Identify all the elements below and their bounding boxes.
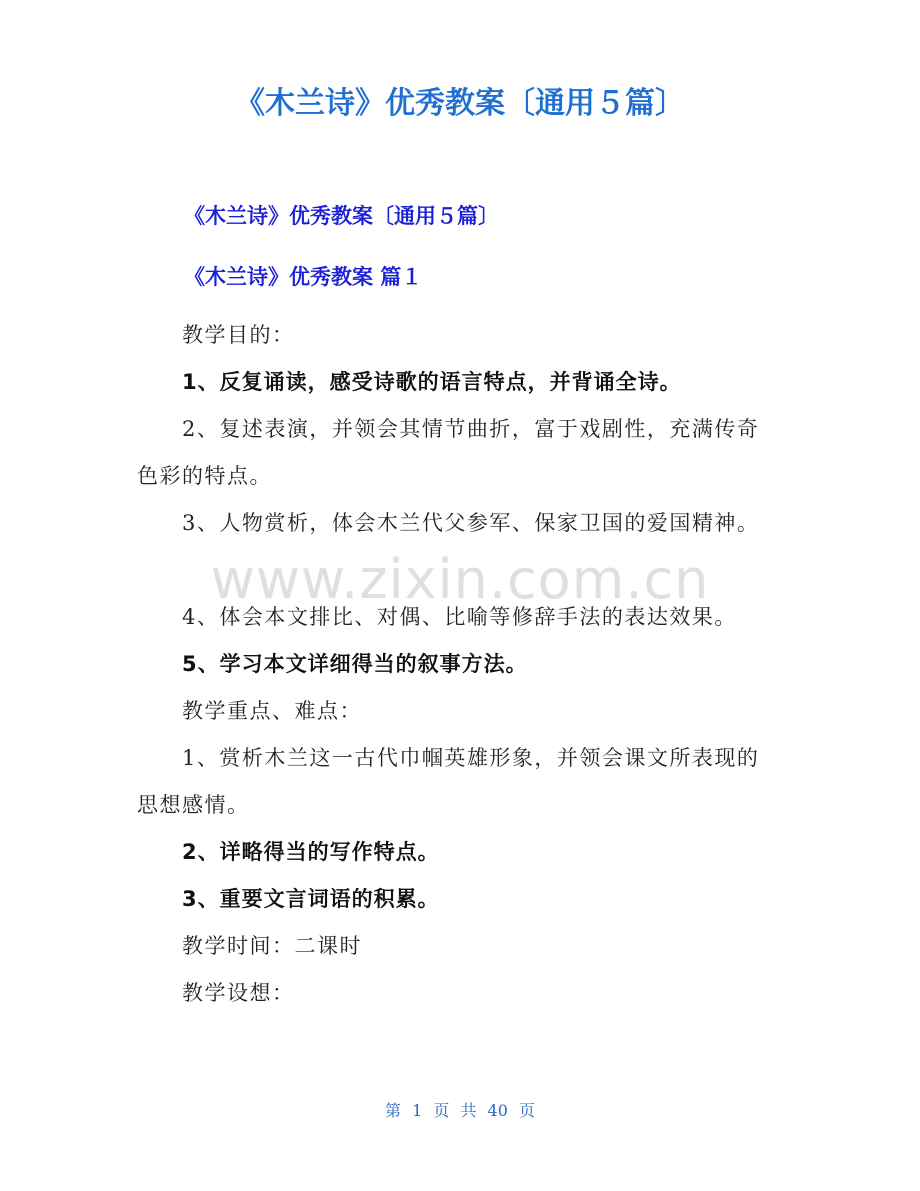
paragraph-goal-2: 2、复述表演，并领会其情节曲折，富于戏剧性，充满传奇色彩的特点。 (137, 417, 760, 488)
paragraph-key-point-3: 3、重要文言词语的积累。 (182, 887, 440, 911)
paragraph-key-point-2: 2、详略得当的写作特点。 (182, 840, 440, 864)
page-footer: 第 1 页 共 40 页 (385, 1101, 535, 1120)
document-subtitle: 《木兰诗》优秀教案〔通用５篇〕 (184, 204, 499, 228)
paragraph-goal-5: 5、学习本文详细得当的叙事方法。 (182, 652, 528, 676)
document-title: 《木兰诗》优秀教案〔通用５篇〕 (235, 86, 685, 121)
paragraph-goal-3: 3、人物赏析，体会木兰代父参军、保家卫国的爱国精神。 (182, 511, 760, 535)
paragraph-teaching-plan-label: 教学设想： (182, 981, 295, 1005)
paragraph-teaching-goals-label: 教学目的： (182, 323, 295, 347)
section-heading: 《木兰诗》优秀教案 篇１ (184, 265, 423, 289)
watermark: www.zixin.com.cn (210, 548, 710, 611)
paragraph-key-points-label: 教学重点、难点： (182, 699, 362, 723)
paragraph-key-point-1: 1、赏析木兰这一古代巾帼英雄形象，并领会课文所表现的思想感情。 (137, 746, 760, 817)
paragraph-goal-4: 4、体会本文排比、对偶、比喻等修辞手法的表达效果。 (182, 605, 737, 629)
paragraph-teaching-time: 教学时间：二课时 (182, 934, 362, 958)
paragraph-goal-1: 1、反复诵读，感受诗歌的语言特点，并背诵全诗。 (182, 370, 682, 394)
